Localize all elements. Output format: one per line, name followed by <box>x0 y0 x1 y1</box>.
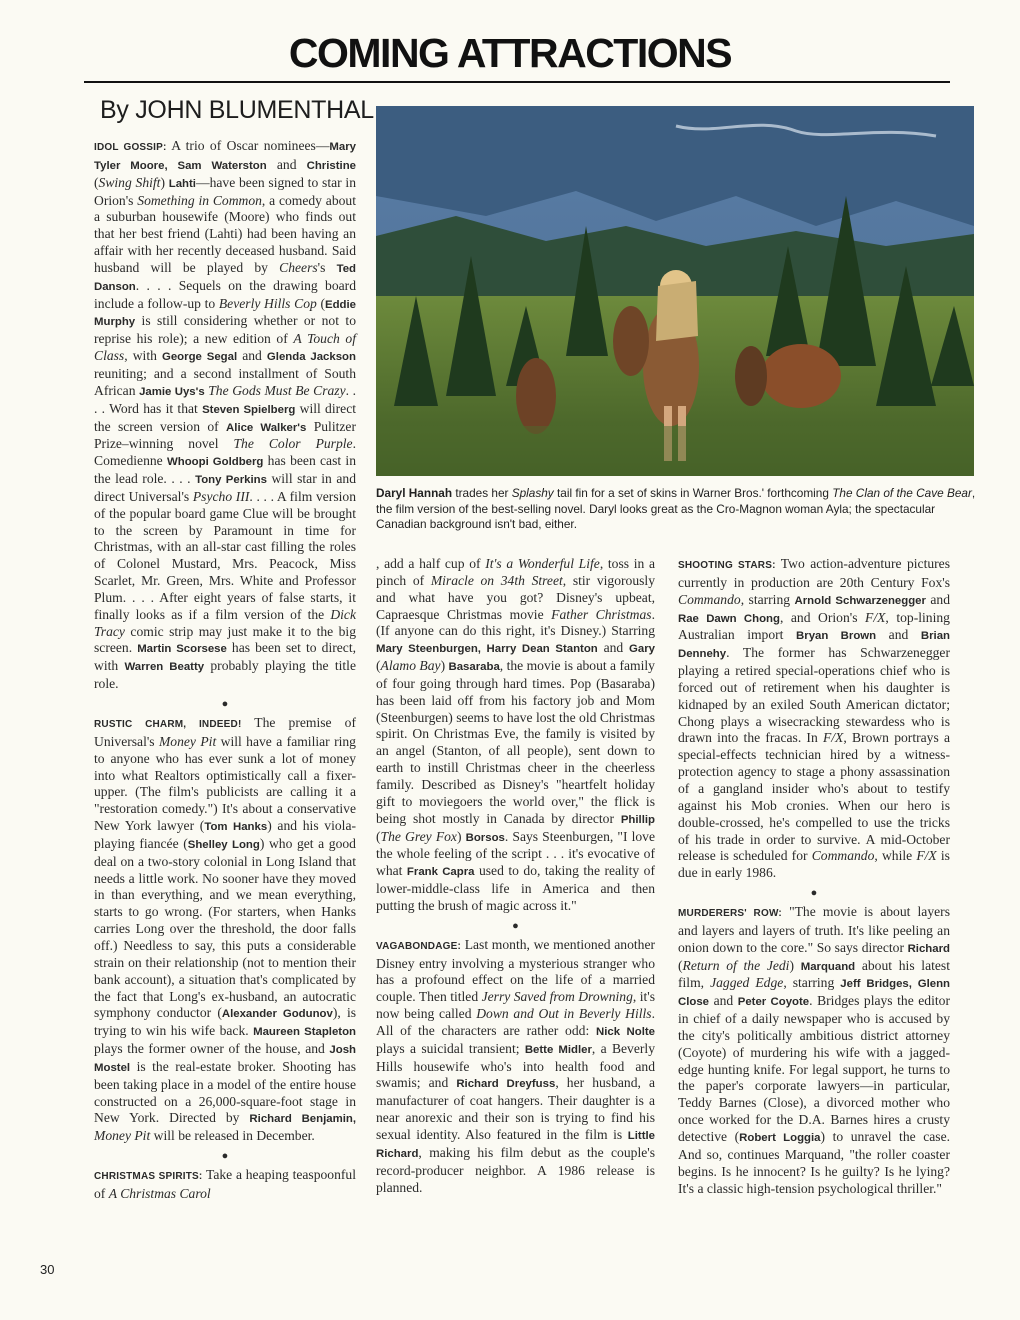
person-name: Whoopi Goldberg <box>166 456 264 469</box>
body-text: plays a suicidal transient; <box>376 1040 525 1056</box>
person-name: Alice Walker's <box>226 421 307 434</box>
work-title: Commando <box>678 591 741 607</box>
body-text: "The movie is about layers and layers and layers of truth. It's like peeling an onion down to the core." So says director <box>678 904 950 955</box>
body-text: and <box>876 627 921 643</box>
body-text: ) to unravel the case. And so, continues Marquand, "the roller coaster begins. Is he innocent? Is he guilty? Is he lying? It's a classic high-tension psychological thriller." <box>678 1129 951 1196</box>
person-name: Ted Danson <box>94 262 357 293</box>
body-text: , it's now being called <box>376 989 656 1022</box>
person-name: Borsos <box>465 831 505 844</box>
person-name: Shelley Long <box>187 838 260 851</box>
section-separator: ● <box>221 698 229 710</box>
person-name: Nick Nolte <box>595 1025 656 1038</box>
body-text: Two action-adventure pictures currently in production are 20th Century Fox's <box>678 556 950 590</box>
body-text: will star in and direct Universal's <box>94 471 356 504</box>
person-name: Little Richard <box>376 1130 655 1160</box>
person-name: Jamie Uys's <box>139 385 205 398</box>
person-name: Mary Steenburgen, Harry Dean Stanton <box>376 643 598 656</box>
body-text: . . . . A film version of the popular board game Clue will be brought to the screen by Paramount in time for Christmas, with an all-star cast filling the roles of Colonel Mustard, Mrs. Peacock, Miss Scarlet, Mr. Green, Mrs. White and Professor Plum. . . . After eight years of false starts, it finally looks as if a film version of the <box>94 488 356 622</box>
caption-text: tail fin for a set of skins in Warner Bros.' forthcoming <box>553 486 833 500</box>
person-name: Rae Dawn Chong <box>678 612 780 625</box>
caption-text: , the film version of the best-selling novel. Daryl looks great as the Cro-Magnon woman Ayla; the spectacular Canadian background isn't bad, either. <box>376 486 976 531</box>
body-text: will have a familiar ring to anyone who has ever sunk a lot of money into what Realtors optimistically call a fixer-upper. (The film's publicists are calling it a "restoration comedy.") It's about a conservative New York lawyer ( <box>94 733 356 834</box>
person-name: Jeff Bridges, Glenn Close <box>678 978 950 1009</box>
person-name: Marquand <box>800 960 856 973</box>
section-head: RUSTIC CHARM, INDEED! <box>94 719 242 730</box>
film-still-photo <box>376 106 974 476</box>
article-section <box>94 715 356 1145</box>
body-text: comic strip may just make it to the big screen. <box>94 623 356 656</box>
body-text: , top-lining Australian import <box>678 609 950 643</box>
body-text: , toss in a pinch of <box>376 556 655 588</box>
person-name: Bette Midler <box>524 1043 592 1056</box>
work-title: F/X <box>822 730 844 746</box>
body-text: probably playing the title role. <box>94 658 356 692</box>
body-text: ( <box>678 957 683 973</box>
body-text: ) who get a good deal on a two-story colonial in Long Island that needs a little work. No sooner have they moved in than everything, and we mean everything, starts to go wrong. (For starters, when Hanks carries Long over the threshold, the door falls off.) Needless to say, this puts a considerable strain on their relationship (not to mention their bank account), a situation that's complicated by the fact that Long's ex-husband, an autocratic symphony conductor ( <box>94 835 356 1021</box>
body-text: will direct the screen version of <box>94 400 356 434</box>
body-text: ( <box>94 174 99 190</box>
person-name: Maureen Stapleton <box>253 1026 357 1039</box>
article-section <box>94 138 356 693</box>
body-text: plays the former owner of the house, and <box>94 1041 330 1057</box>
person-name: Glenda Jackson <box>266 351 356 364</box>
work-title: Jagged Edge <box>710 975 784 991</box>
work-title: F/X <box>916 848 937 864</box>
person-name: Alexander Godunov <box>221 1008 333 1021</box>
body-text: has been set to direct, with <box>94 640 356 674</box>
work-title: Something in Common <box>137 192 262 208</box>
page-title: COMING ATTRACTIONS <box>288 30 732 76</box>
body-text: and <box>237 348 267 364</box>
title-rule <box>84 81 950 83</box>
person-name: Phillip <box>620 813 655 826</box>
body-text: , stir vigorously and what have you got? Disney's upbeat, Capraesque Christmas movie <box>376 572 655 622</box>
body-text: and <box>709 993 738 1009</box>
caption-text: trades her <box>452 486 512 500</box>
body-text: 's <box>317 259 337 275</box>
body-text: . Comedienne <box>94 436 356 469</box>
work-title: Beverly Hills Cop <box>218 295 317 311</box>
person-name: Brian Dennehy <box>678 630 950 661</box>
body-text: is the real-estate broker. Shooting has been taking place in a model of the entire house constructed on a 26,000-square-foot stage in New York. Directed by <box>94 1058 356 1126</box>
work-title: The Gods Must Be Crazy <box>208 382 346 398</box>
body-text: . Says Steenburgen, "I love the whole feeling of the script . . . it's evocative of what <box>376 828 655 879</box>
body-text: , with <box>124 348 162 364</box>
work-title: Money Pit <box>158 733 217 749</box>
body-text: ) and his viola-playing fiancée ( <box>94 818 357 851</box>
body-text: about his latest film, <box>678 957 950 991</box>
column-2 <box>376 556 655 1196</box>
body-text: , while <box>874 848 917 864</box>
body-text: , a Beverly Hills housewife who's into health food and swamis; and <box>376 1040 655 1091</box>
body-text: Pulitzer Prize–winning novel <box>94 418 356 452</box>
body-text: and <box>266 156 307 172</box>
work-title: A Touch of Class <box>94 331 356 364</box>
body-text: will be released in December. <box>150 1128 315 1144</box>
work-title: F/X <box>865 609 886 625</box>
work-title: Down and Out in Beverly Hills <box>476 1006 652 1022</box>
body-text: A trio of Oscar nominees— <box>166 138 330 153</box>
body-text: ( <box>376 658 381 674</box>
section-head: CHRISTMAS SPIRITS: <box>94 1171 203 1183</box>
body-text: . . . . Sequels on the drawing board include a follow-up to <box>94 277 356 311</box>
body-text: and <box>597 640 630 656</box>
body-text: reuniting; and a second installment of South African <box>94 365 356 398</box>
section-head: SHOOTING STARS: <box>678 560 776 571</box>
body-text: , add a half cup of <box>376 556 486 571</box>
work-title: The Grey Fox <box>380 828 457 844</box>
person-name: Richard <box>907 942 950 955</box>
person-name: Tony Perkins <box>195 474 267 487</box>
person-name: Steven Spielberg <box>202 403 296 416</box>
person-name: Arnold Schwarzenegger <box>794 594 926 607</box>
person-name: Lahti <box>168 177 196 190</box>
work-title: Money Pit <box>94 1128 151 1144</box>
article-section <box>376 937 655 1197</box>
body-text: used to do, taking the reality of lower-middle-class life in America and then putting the brush of magic across it." <box>376 863 655 913</box>
byline: By JOHN BLUMENTHAL <box>100 96 374 124</box>
photo-caption <box>376 486 976 533</box>
body-text: ( <box>376 828 381 844</box>
body-text: ) <box>456 828 466 844</box>
body-text: has been cast in the lead role. . . . <box>94 453 356 487</box>
person-name: Tom Hanks <box>204 821 268 834</box>
body-text: is still considering whether or not to reprise his role); a new edition of <box>94 313 356 347</box>
work-title: Dick Tracy <box>94 606 356 639</box>
body-text: ) <box>160 174 169 190</box>
body-text: Last month, we mentioned another Disney entry involving a mysterious stranger who has a profound effect on the life of a married couple. Then titled <box>376 936 655 1005</box>
section-separator: ● <box>810 887 818 900</box>
person-name: Richard Dreyfuss <box>456 1078 556 1091</box>
body-text: . All of the characters are rather odd: <box>376 1006 655 1038</box>
section-head: VAGABONDAGE: <box>376 940 461 952</box>
article-section <box>678 556 950 882</box>
person-name: Basaraba <box>448 661 500 674</box>
work-title: Psycho III <box>192 488 250 504</box>
body-text: ) <box>789 957 801 973</box>
person-name: Martin Scorsese <box>137 643 227 656</box>
body-text: . (If anyone can do this right, it's Disney.) Starring <box>376 606 655 639</box>
body-text: . Bridges plays the editor in chief of a daily newspaper who is accused by the city's politically ambitious district attorney (Coyote) of murdering his wife with a jagged-edge hunting knife. For legal support, he turns to the paper's corporate lawyers—in particular, Teddy Barnes (Close), a divorced mother who once worked for the D.A. Barnes hires a crusty detective ( <box>678 993 950 1144</box>
work-title: Alamo Bay <box>380 658 441 674</box>
body-text: , and Orion's <box>779 609 866 625</box>
body-text: , the movie is about a family of four going through hard times. Pop (Basaraba) has been laid off from his factory job and Mom (Steenburgen) seems to have lost the old Christmas spirit. On Christmas Eve, the family is visited by an angel (Stanton, of all people), sent down to earth to instill Christmas cheer in the cheerless family. Described as Disney's "heartfelt holiday gift to moviegoers the world over," the flick is being shot mostly in Canada by director <box>376 658 655 826</box>
person-name: Bryan Brown <box>796 630 877 643</box>
body-text: ) <box>440 658 449 674</box>
section-head: IDOL GOSSIP: <box>94 142 167 153</box>
person-name: Christine <box>306 159 356 172</box>
body-text: is due in early 1986. <box>678 848 950 881</box>
caption-title: The Clan of the Cave Bear <box>832 486 972 500</box>
caption-title: Splashy <box>511 486 554 500</box>
work-title: Miracle on 34th Street <box>430 572 563 588</box>
work-title: Swing Shift <box>98 174 161 190</box>
body-text: The premise of Universal's <box>94 715 356 749</box>
person-name: Frank Capra <box>406 866 475 879</box>
body-text: , a comedy about a suburban housewife (Moore) who finds out that her best friend (Lahti) had been having an affair with her recently deceased husband. Said husband will be played by <box>94 192 356 275</box>
work-title: Cheers <box>279 259 318 275</box>
work-title: Commando <box>811 848 875 864</box>
body-text: . The former has Schwarzenegger playing a retired special-operations chief who is forced out of retirement when his daughter is kidnaped by an exiled South American dictator; Chong plays a wisecracking stewardess who is drawn into the fracas. In <box>678 645 950 746</box>
person-name: Eddie Murphy <box>94 298 356 329</box>
body-text: , making his film debut as the couple's record-producer neighbor. A 1986 release is planned. <box>376 1144 655 1195</box>
article-section <box>94 1167 356 1203</box>
article-section <box>678 904 950 1197</box>
body-text: , starring <box>783 975 841 991</box>
work-title: Father Christmas <box>551 606 652 622</box>
body-text: . . . . Word has it that <box>94 382 356 416</box>
column-1 <box>94 138 356 1203</box>
person-name: Robert Loggia <box>739 1132 821 1144</box>
work-title: It's a Wonderful Life <box>485 556 600 571</box>
article-section <box>376 556 655 915</box>
body-text: ( <box>316 295 325 311</box>
section-separator: ● <box>221 1150 229 1163</box>
person-name: Mary Tyler Moore, Sam Waterston <box>94 141 357 172</box>
work-title: Return of the Jedi <box>682 957 790 973</box>
section-separator: ● <box>512 919 519 932</box>
work-title: Jerry Saved from Drowning <box>481 989 633 1005</box>
page-number: 30 <box>40 1262 55 1277</box>
section-head: MURDERERS' ROW: <box>678 908 782 920</box>
person-name: Warren Beatty <box>124 661 205 674</box>
body-text: , starring <box>740 591 795 607</box>
person-name: Josh Mostel <box>94 1044 356 1074</box>
body-text: ), is trying to win his wife back. <box>94 1005 357 1039</box>
column-3 <box>678 556 950 1197</box>
person-name: Peter Coyote <box>737 996 810 1009</box>
body-text: Take a heaping teaspoonful of <box>94 1167 356 1201</box>
body-text: , her husband, a manufacturer of coat hangers. Their daughter is a near anorexic and their son is trying to find his sexual identity. Also featured in the film is <box>376 1075 655 1142</box>
work-title: The Color Purple <box>233 436 353 452</box>
body-text: , Brown portrays a special-effects technician hired by a witness-protection agency to stage a phony assassination of a gangland insider who's about to testify against his Mob cronies. When our hero is double-crossed, he's compelled to use the tricks of his trade in order to survive. A mid-October release is scheduled for <box>678 730 950 864</box>
body-text: —have been signed to star in Orion's <box>94 174 356 208</box>
body-text: and <box>925 591 951 607</box>
person-name: Gary <box>629 643 655 656</box>
work-title: A Christmas Carol <box>108 1185 211 1201</box>
caption-name: Daryl Hannah <box>376 486 453 500</box>
person-name: Richard Benjamin, <box>249 1113 357 1126</box>
person-name: George Segal <box>161 351 238 364</box>
